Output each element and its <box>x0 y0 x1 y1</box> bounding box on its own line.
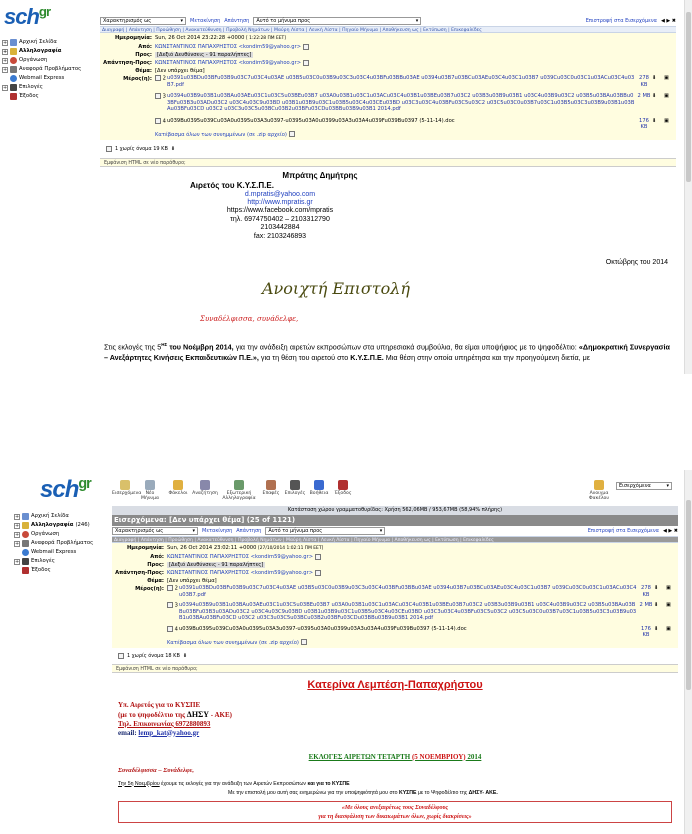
download-icon[interactable]: ⬇ <box>182 652 188 659</box>
expand-icon[interactable]: + <box>15 540 20 547</box>
open-folder-button[interactable]: Ανοιγμα Φακέλου <box>586 480 612 501</box>
scrollbar-thumb[interactable] <box>686 500 691 690</box>
attachment-row: 3 u0394u03B9u03B1u03BAu03AEu03C1u03C5u03BEu03B7 u03A0u03B1u03C1u03ACu03C4u03B1u03BEu03B7u03C2 u03B3u03B9u03B1 u03C4u03B9u03C2 u03B5u03BAu03BBu03BFu03B3u03ADu03C2 u03C4u03C9u03BD u03B1u03B9u03C1u03B5u03C4u03CEu03BD u03C3u03C4u03BFu03C5u03C2 u03C5u03C0u03B7u03C1u03B5u03C3u03B9u03B1u03BAu03BFu03CD u03C2 u03C3u03C5u03BCu03B2u03BFu03CDu03BBu03B9u03B1 2014.pdf 2 MB ⬇ ▣ <box>167 602 678 622</box>
pdf-icon <box>155 93 161 99</box>
home-icon <box>10 39 17 46</box>
nav-arrows[interactable]: ◀ ▶ ✖ <box>662 528 678 534</box>
toolbar-search[interactable]: Αναζήτηση <box>192 480 218 496</box>
save-icon[interactable]: ▣ <box>666 625 671 632</box>
letter-paragraph: Στις εκλογές της $5^{H\Sigma}$ του Νοέμβρη 2014, για την ανάδειξη αιρετών εκπροσώπων στα υπηρεσιακά συμβούλια, θα είμαι υποψήφιος με το ψηφοδέλτιο: «Δημοκρατική Συνεργασία – Ανεξάρτητες Κινήσεις Εκπαιδευτικών Π.Ε.», για τη θέση του αιρετού στο Κ.Υ.Σ.Π.Ε. Μια θέση στην οποία υπηρέτησα και την προηγούμενη διετία, με <box>104 341 670 362</box>
attachment-size: 2 MB <box>639 602 653 608</box>
sch-logo[interactable] <box>40 476 91 504</box>
toolbar-new-message[interactable]: Νέο Μήνυμα <box>137 480 163 501</box>
toolbar-contacts[interactable]: Επαφές <box>258 480 284 496</box>
menu-delete[interactable]: Διαγραφή <box>114 538 137 543</box>
reply-link[interactable]: Απάντηση <box>224 18 250 24</box>
compose-icon <box>145 480 155 490</box>
expand-icon[interactable]: + <box>3 48 8 55</box>
menu-whitelist[interactable]: Λευκή Λίστα <box>320 538 350 543</box>
sidebar-item-mail[interactable]: + Αλληλογραφία <box>3 48 62 55</box>
tools-icon <box>22 558 29 565</box>
attachments-list <box>167 585 678 647</box>
attachments-list <box>155 75 676 139</box>
attachment-link[interactable]: u039Bu0395u039Cu03A0u0395u03A3u0397-u0395u03A0u0399u03A3u03A4u039Fu039Bu0397 (5-11-14).doc <box>179 625 467 632</box>
expand-icon[interactable]: + <box>3 57 8 64</box>
screenshot-top <box>0 0 692 374</box>
menu-whitelist[interactable]: Λευκή Λίστα <box>308 28 338 33</box>
menu-print[interactable]: Εκτύπωση <box>435 538 459 543</box>
from-address[interactable]: ΚΩΝΣΤΑΝΤΙΝΟΣ ΠΑΠΑΧΡΗΣΤΟΣ <kondim59@yahoo.gr> <box>167 554 314 560</box>
gear-icon <box>290 480 300 490</box>
organizer-icon <box>10 57 17 64</box>
sender-name: Μπράτης Δημήτρης <box>282 170 358 180</box>
download-icon[interactable]: ⬇ <box>654 602 659 608</box>
toolbar-inbox[interactable]: Εισερχόμενα <box>112 480 138 496</box>
download-icon[interactable]: ⬇ <box>654 625 659 632</box>
tools-icon <box>10 84 17 91</box>
attachment-link[interactable]: u0391u03BDu03BFu03B9u03C7u03C4u03AE u03B5u03C0u03B9u03C3u03C4u03BFu03BBu03AE u0394u03B7u03BCu03AEu03C4u03C1u03B7 u039Cu03C0u03C1u03ACu03C4u03B7.pdf <box>167 75 635 88</box>
candidate-name: Κατερίνα Λεμπέση-Παπαχρήστου <box>307 678 483 691</box>
toolbar-help[interactable]: Βοήθεια <box>306 480 332 496</box>
to-recipients[interactable]: [Δεξιό Δευθύνσεις - 91 παραλήπτες] <box>169 562 264 568</box>
phone-text: 2103442884 <box>260 224 300 232</box>
sidebar <box>14 512 106 575</box>
doc-icon <box>155 118 161 124</box>
logo-badge: gr <box>38 4 51 19</box>
inbox-icon <box>120 480 130 490</box>
attachment-link[interactable]: u039Bu0395u039Cu03A0u0395u03A3u0397-u0395u03A0u0399u03A3u03A4u039Fu039Bu0397 (5-11-14).doc <box>167 117 455 124</box>
back-to-inbox-link[interactable]: Επιστροφή στα Εισερχόμενα <box>587 528 659 534</box>
menu-reply[interactable]: Απάντηση <box>128 28 152 33</box>
menu-save-as[interactable]: Αποθήκευση ως <box>382 28 419 33</box>
search-icon <box>200 480 210 490</box>
action-row <box>112 526 678 536</box>
toolbar-external-mail[interactable]: Εξωτερική Αλληλογραφία <box>222 480 256 501</box>
move-link[interactable]: Μετακίνηση <box>190 18 221 24</box>
letter-date: Οκτώβρης του 2014 <box>605 258 668 266</box>
menu-redirect[interactable]: Ανακατεύθυνση <box>197 538 234 543</box>
letter-greeting: Συναδέλφισσα, συνάδελφε, <box>200 314 299 323</box>
inline-attachment: 1 χωρίς όνομα 18 KB ⬇ <box>112 648 678 664</box>
pdf-icon <box>167 602 173 608</box>
reply-to-address[interactable]: ΚΩΝΣΤΑΝΤΙΝΟΣ ΠΑΠΑΧΡΗΣΤΟΣ <kondim59@yahoo.gr> <box>155 60 302 66</box>
add-contact-icon[interactable] <box>303 60 309 66</box>
download-icon[interactable]: ⬇ <box>652 75 657 81</box>
folder-select[interactable]: Εισερχόμενα ▾ <box>616 482 672 490</box>
attachment-row: 4 u039Bu0395u039Cu03A0u0395u03A3u0397-u0395u03A0u0399u03A3u03A4u039Fu039Bu0397 (5-11-14).doc 176 KB ⬇ ▣ <box>155 118 676 131</box>
scrollbar-thumb[interactable] <box>686 12 691 182</box>
add-contact-icon[interactable] <box>315 554 321 560</box>
exit-icon <box>338 480 348 490</box>
expand-icon[interactable]: + <box>3 39 8 46</box>
move-link[interactable]: Μετακίνηση <box>202 528 233 534</box>
attachment-size: 278 KB <box>641 585 651 598</box>
file-icon <box>118 653 124 659</box>
exit-icon <box>22 567 29 574</box>
email-link[interactable]: lemp_kat@yahoo.gr <box>138 728 200 737</box>
globe-icon <box>10 75 17 82</box>
menu-save-as[interactable]: Αποθήκευση ως <box>394 538 431 543</box>
attachment-size: 176 KB <box>639 117 649 130</box>
save-icon[interactable]: ▣ <box>664 93 669 99</box>
message-subject: [Δεν υπάρχει θέμα] <box>155 68 205 74</box>
sidebar <box>2 38 94 101</box>
pdf-icon <box>167 585 173 591</box>
home-icon <box>22 513 29 520</box>
logo-text: sch <box>4 4 39 29</box>
nav-arrows[interactable]: ◀ ▶ ✖ <box>660 18 676 24</box>
phone-text: τηλ. 6974750402 – 2103312790 <box>230 215 330 223</box>
chevron-down-icon: ▾ <box>192 528 195 534</box>
motto-box: «Με όλους ανεξαιρέτως τους Συναδέλφους για τη διασφάλιση των δικαιωμάτων όλων, χωρίς διακρίσεις» <box>118 801 672 823</box>
unread-count: (246) <box>75 522 90 528</box>
sch-logo[interactable] <box>4 4 50 30</box>
sender-role: Αιρετός του Κ.Υ.Σ.Π.Ε. <box>190 180 274 190</box>
chevron-down-icon: ▾ <box>180 18 183 24</box>
menu-threads[interactable]: Προβολή Νημάτων <box>238 538 282 543</box>
doc-icon <box>167 626 173 632</box>
menu-forward[interactable]: Προώθηση <box>156 28 181 33</box>
download-all-link[interactable]: Κατέβασμα όλων των συνημμένων (σε .zip αρχείο) <box>167 639 678 647</box>
zip-icon <box>301 639 307 645</box>
sidebar-item-webmail-express[interactable]: Webmail Express <box>2 74 94 83</box>
sidebar-item-mail[interactable]: + Αλληλογραφία (246) <box>15 522 90 529</box>
help-icon <box>314 480 324 490</box>
message-subject: [Δεν υπάρχει θέμα] <box>167 578 217 584</box>
sidebar-item-report[interactable]: + Αναφορά Προβλήματος <box>15 540 94 547</box>
from-address[interactable]: ΚΩΝΣΤΑΝΤΙΝΟΣ ΠΑΠΑΧΡΗΣΤΟΣ <kondim59@yahoo.gr> <box>155 44 302 50</box>
zip-icon <box>289 131 295 137</box>
letter-line-2: Με την επιστολή μου αυτή σας ενημερώνω για την υποψηφιότητά μου στο ΚΥΣΠΕ με το Ψηφοδέλτιο της ΔΗΣΥ- ΑΚΕ. <box>228 789 498 796</box>
exit-icon <box>10 93 17 100</box>
sidebar-item-exit[interactable]: Έξοδος <box>2 92 94 101</box>
folder-icon <box>173 480 183 490</box>
menu-delete[interactable]: Διαγραφή <box>102 28 125 33</box>
attachment-size: 2 MB <box>637 93 651 99</box>
expand-icon[interactable]: + <box>15 531 20 538</box>
letter-line-1: Την 5η Νοεμβρίου έχουμε τις εκλογές για την ανάδειξη των Αιρετών Εκπροσώπων και για το ΚΥΣΠΕ <box>118 780 350 787</box>
sidebar-item-home[interactable]: + Αρχική Σελίδα <box>3 39 57 46</box>
external-mail-icon <box>234 480 244 490</box>
contact-phone: Τηλ. Επικοινωνίας 6972880893 <box>118 719 211 728</box>
menu-headers[interactable]: Επικεφαλίδες <box>463 538 494 543</box>
message-to-select[interactable]: Αυτό το μήνυμα προς ▾ <box>265 527 385 535</box>
screenshot-bottom <box>0 470 692 834</box>
toolbar-folders[interactable]: Φάκελοι <box>165 480 191 496</box>
website-link[interactable]: http://www.mpratis.gr <box>247 198 313 206</box>
bug-icon <box>10 66 17 73</box>
attachment-size: 176 KB <box>641 625 651 638</box>
mark-as-select[interactable]: Χαρακτηρισμός ως ▾ <box>112 527 198 535</box>
sidebar-item-organize[interactable]: + Οργάνωση <box>15 531 60 538</box>
reply-to-address[interactable]: ΚΩΝΣΤΑΝΤΙΝΟΣ ΠΑΠΑΧΡΗΣΤΟΣ <kondim59@yahoo.gr> <box>167 570 314 576</box>
scrollbar[interactable] <box>684 0 692 374</box>
letter-greeting: Συναδέλφισσα – Συνάδελφε, <box>118 766 194 774</box>
sidebar-item-home[interactable]: + Αρχική Σελίδα <box>15 513 69 520</box>
action-row <box>100 16 676 26</box>
message-date: Sun, 26 Oct 2014 23:02:11 +0000 <box>167 545 257 551</box>
message-body <box>112 673 678 834</box>
download-icon[interactable]: ⬇ <box>652 117 657 124</box>
sidebar-item-organize[interactable]: + Οργάνωση <box>3 57 48 64</box>
download-icon[interactable]: ⬇ <box>654 585 659 591</box>
save-icon[interactable]: ▣ <box>666 602 671 608</box>
folder-title: Εισερχόμενα: [Δεν υπάρχει θέμα] (25 of 1121) <box>112 515 678 526</box>
fax-text: fax: 2103246893 <box>253 232 307 240</box>
menu-reply[interactable]: Απάντηση <box>140 538 164 543</box>
attachment-size: 278 KB <box>639 75 649 88</box>
message-menu: Διαγραφή | Απάντηση | Προώθηση | Ανακατεύθυνση | Προβολή Νημάτων | Μαύρη Λίστα | Λευκή Λίστα | Πηγαίο Μήνυμα | Αποθήκευση ως | Εκτύπωση | Επικεφαλίδες <box>112 536 678 543</box>
inline-attachment: 1 χωρίς όνομα 19 KB ⬇ <box>100 140 676 158</box>
attachment-row: 2 u0391u03BDu03BFu03B9u03C7u03C4u03AE u03B5u03C0u03B9u03C3u03C4u03BFu03BBu03AE u0394u03B7u03BCu03AEu03C4u03C1u03B7 u039Cu03C0u03C1u03ACu03C4u03B7.pdf 278 KB ⬇ ▣ <box>155 75 676 88</box>
facebook-text: https://www.facebook.com/mpratis <box>226 207 334 215</box>
toolbar-options[interactable]: Επιλογές <box>282 480 308 496</box>
sidebar-item-options[interactable]: + Επιλογές <box>3 84 43 91</box>
globe-icon <box>22 549 29 556</box>
folder-open-icon <box>594 480 604 490</box>
back-to-inbox-link[interactable]: Επιστροφή στα Εισερχόμενα <box>585 18 657 24</box>
attachment-link[interactable]: u0391u03BDu03BFu03B9u03C7u03C4u03AE u03B5u03C0u03B9u03C3u03C4u03BFu03BBu03AE u0394u03B7u03BCu03AEu03C4u03C1u03B7 u039Cu03C0u03C1u03ACu03C4u03B7.pdf <box>179 585 637 598</box>
candidate-info: Υπ. Αιρετός για το ΚΥΣΠΕ (με το ψηφοδέλτιο της ΔΗΣΥ - ΑΚΕ) Τηλ. Επικοινωνίας 6972880893 email: lemp_kat@yahoo.gr <box>118 700 232 737</box>
message-panel <box>100 16 676 367</box>
chevron-down-icon: ▾ <box>666 483 669 489</box>
contact-block <box>220 191 340 241</box>
save-icon[interactable]: ▣ <box>664 117 669 124</box>
organizer-icon <box>22 531 29 538</box>
message-headers: Ημερομηνία: Sun, 26 Oct 2014 23:02:11 +0000 [27/10/2014 1:02:11 ΠΜ EET] Από: ΚΩΝΣΤΑΝΤΙΝΟΣ ΠΑΠΑΧΡΗΣΤΟΣ <kondim59@yahoo.gr> Προς: [Δεξιό Δευθύνσεις - 91 παραλήπτες] Απάντηση-Προς: ΚΩΝΣΤΑΝΤΙΝΟΣ ΠΑΠΑΧΡΗΣΤΟΣ <kondim59@yahoo.gr> Θέμα: [Δεν υπάρχει θέμα] Μέρος(η): 2 u0391u03BDu03BFu03B9u03C7u03C4u03AE u03B5u03C0u03B9u03C3u03C4u03BFu03BBu03AE u0394u03B7u03BCu03AEu03C4u03C1u03B7 u039Cu03C0u03C1u03ACu03C4u03B7.pdf 278 KB ⬇ ▣ 3 u0394u03B9u03B1u03BAu03AEu03C1u03C5u03BEu03B7 u03A0u03B1u03C1u03ACu03C4u03B1u03BEu03B7u03C2 u03B3u03B9u03B1 u03C4u03B9u03C2 u03B5u03BAu03BBu03BFu03B3u03ADu03C2 u03C4u03C9u03BD u03B1u03B9u03C1u03B5u03C4u03CEu03BD u03C3u03C4u03BFu03C5u03C2 u03C5u03C0u03B7u03C1u03B5u03C3u03B9u03B1u03BAu03BFu03CD u03C2 u03C3u03C5u03BCu03B2u03BFu03CDu03BBu03B9u03B1 2014.pdf 2 MB ⬇ ▣ 4 u039Bu0395u039Cu03A0u0395u03A3u0397-u0395u03A0u0399u03A3u03A4u039Fu039Bu0397 (5-11-14).doc 176 KB ⬇ ▣ Κατέβασμα όλων των συνημμένων (σε .zip αρχείο) <box>112 543 678 648</box>
bug-icon <box>22 540 29 547</box>
message-menu: Διαγραφή | Απάντηση | Προώθηση | Ανακατεύθυνση | Προβολή Νημάτων | Μαύρη Λίστα | Λευκή Λίστα | Πηγαίο Μήνυμα | Αποθήκευση ως | Εκτύπωση | Επικεφαλίδες <box>100 26 676 33</box>
reply-link[interactable]: Απάντηση <box>236 528 262 534</box>
contacts-icon <box>266 480 276 490</box>
attachment-row: 4 u039Bu0395u039Cu03A0u0395u03A3u0397-u0395u03A0u0399u03A3u03A4u039Fu039Bu0397 (5-11-14).doc 176 KB ⬇ ▣ <box>167 626 678 639</box>
menu-headers[interactable]: Επικεφαλίδες <box>451 28 482 33</box>
sidebar-item-exit[interactable]: Έξοδος <box>14 566 106 575</box>
download-icon[interactable]: ⬇ <box>170 145 176 152</box>
download-icon[interactable]: ⬇ <box>652 93 657 99</box>
mail-icon <box>10 48 17 55</box>
attachment-link[interactable]: u0394u03B9u03B1u03BAu03AEu03C1u03C5u03BEu03B7 u03A0u03B1u03C1u03ACu03C4u03B1u03BEu03B7u03C2 u03B3u03B9u03B1 u03C4u03B9u03C2 u03B5u03BAu03BBu03BFu03B3u03ADu03C2 u03C4u03C9u03BD u03B1u03B9u03C1u03B5u03C4u03CEu03BD u03C3u03C4u03BFu03C5u03C2 u03C5u03C0u03B7u03C1u03B5u03C3u03B9u03B1u03BAu03BFu03CD u03C2 u03C3u03C5u03BCu03B2u03BFu03CDu03BBu03B9u03B1 2014.pdf <box>167 93 635 112</box>
html-notice[interactable]: Εμφάνιση HTML σε νέο παράθυρο; <box>100 158 676 167</box>
sidebar-item-options[interactable]: + Επιλογές <box>15 558 55 565</box>
attachment-link[interactable]: u0394u03B9u03B1u03BAu03AEu03C1u03C5u03BEu03B7 u03A0u03B1u03C1u03ACu03C4u03B1u03BEu03B7u03C2 u03B3u03B9u03B1 u03C4u03B9u03C2 u03B5u03BAu03BBu03BFu03B3u03ADu03C2 u03C4u03C9u03BD u03B1u03B9u03C1u03B5u03C4u03CEu03BD u03C3u03C4u03BFu03C5u03C2 u03C5u03C0u03B7u03C1u03B5u03C3u03B9u03B1u03BAu03BFu03CD u03C2 u03C3u03C5u03BCu03B2u03BFu03CDu03BBu03B9u03B1 2014.pdf <box>179 602 637 621</box>
message-to-select[interactable]: Αυτό το μήνυμα προς ▾ <box>253 17 421 25</box>
save-icon[interactable]: ▣ <box>666 585 671 591</box>
letter-heading: Ανοιχτή Επιστολή <box>262 278 411 298</box>
mail-icon <box>22 522 29 529</box>
chevron-down-icon: ▾ <box>415 18 419 24</box>
expand-icon[interactable]: + <box>3 66 8 73</box>
expand-icon[interactable]: + <box>15 513 20 520</box>
message-date: Sun, 26 Oct 2014 23:22:28 +0000 <box>155 35 245 41</box>
expand-icon[interactable]: + <box>3 84 8 91</box>
mark-as-select[interactable]: Χαρακτηρισμός ως ▾ <box>100 17 186 25</box>
file-icon <box>106 146 112 152</box>
expand-icon[interactable]: + <box>15 522 20 529</box>
add-contact-icon[interactable] <box>315 570 321 576</box>
pdf-icon <box>155 75 161 81</box>
scrollbar[interactable] <box>684 470 692 834</box>
menu-blacklist[interactable]: Μαύρη Λίστα <box>274 28 305 33</box>
sidebar-item-report[interactable]: + Αναφορά Προβλήματος <box>3 66 82 73</box>
logo-badge: gr <box>78 476 91 492</box>
menu-threads[interactable]: Προβολή Νημάτων <box>226 28 270 33</box>
menu-redirect[interactable]: Ανακατεύθυνση <box>185 28 222 33</box>
main-toolbar <box>112 480 362 502</box>
download-all-link[interactable]: Κατέβασμα όλων των συνημμένων (σε .zip αρχείο) <box>155 131 676 139</box>
save-icon[interactable]: ▣ <box>664 75 669 81</box>
quota-bar: Κατάσταση χώρου γραμματοθυρίδας: Χρήση 562,06MB / 953,67MB (58,94% πλήρης) <box>112 506 678 515</box>
html-notice[interactable]: Εμφάνιση HTML σε νέο παράθυρο; <box>112 664 678 673</box>
sidebar-item-webmail-express[interactable]: Webmail Express <box>14 548 106 557</box>
menu-source[interactable]: Πηγαίο Μήνυμα <box>342 28 379 33</box>
chevron-down-icon: ▾ <box>379 528 383 534</box>
menu-source[interactable]: Πηγαίο Μήνυμα <box>354 538 391 543</box>
add-contact-icon[interactable] <box>303 44 309 50</box>
attachment-row: 2 u0391u03BDu03BFu03B9u03C7u03C4u03AE u03B5u03C0u03B9u03C3u03C4u03BFu03BBu03AE u0394u03B7u03BCu03AEu03C4u03C1u03B7 u039Cu03C0u03C1u03ACu03C4u03B7.pdf 278 KB ⬇ ▣ <box>167 585 678 598</box>
menu-forward[interactable]: Προώθηση <box>168 538 193 543</box>
menu-print[interactable]: Εκτύπωση <box>423 28 447 33</box>
message-panel <box>112 506 678 834</box>
message-body <box>100 167 676 367</box>
to-recipients[interactable]: [Δεξιό Δευθύνσεις - 91 παραλήπτες] <box>157 52 252 58</box>
logo-text: sch <box>40 476 79 503</box>
attachment-row: 3 u0394u03B9u03B1u03BAu03AEu03C1u03C5u03BEu03B7 u03A0u03B1u03C1u03ACu03C4u03B1u03BEu03B7u03C2 u03B3u03B9u03B1 u03C4u03B9u03C2 u03B5u03BAu03BBu03BFu03B3u03ADu03C2 u03C4u03C9u03BD u03B1u03B9u03C1u03B5u03C4u03CEu03BD u03C3u03C4u03BFu03C5u03C2 u03C5u03C0u03B7u03C1u03B5u03C3u03B9u03B1u03BAu03BFu03CD u03C2 u03C3u03C5u03BCu03B2u03BFu03CDu03BBu03B9u03B1 2014.pdf 2 MB ⬇ ▣ <box>155 93 676 113</box>
toolbar-exit[interactable]: Έξοδος <box>330 480 356 496</box>
elections-heading: ΕΚΛΟΓΕΣ ΑΙΡΕΤΩΝ ΤΕΤΑΡΤΗ (5 ΝΟΕΜΒΡΙΟΥ) 2014 <box>308 752 482 761</box>
email-link[interactable]: d.mpratis@yahoo.com <box>244 190 316 198</box>
expand-icon[interactable]: + <box>15 558 20 565</box>
message-headers: Ημερομηνία: Sun, 26 Oct 2014 23:22:28 +0000 [ 1:22:28 ΠΜ EET] Από: ΚΩΝΣΤΑΝΤΙΝΟΣ ΠΑΠΑΧΡΗΣΤΟΣ <kondim59@yahoo.gr> Προς: [Δεξιό Δευθύνσεις - 91 παραλήπτες] Απάντηση-Προς: ΚΩΝΣΤΑΝΤΙΝΟΣ ΠΑΠΑΧΡΗΣΤΟΣ <kondim59@yahoo.gr> Θέμα: [Δεν υπάρχει θέμα] Μέρος(η): 2 u0391u03BDu03BFu03B9u03C7u03C4u03AE u03B5u03C0u03B9u03C3u03C4u03BFu03BBu03AE u0394u03B7u03BCu03AEu03C4u03C1u03B7 u039Cu03C0u03C1u03ACu03C4u03B7.pdf 278 KB ⬇ ▣ 3 u0394u03B9u03B1u03BAu03AEu03C1u03C5u03BEu03B7 u03A0u03B1u03C1u03ACu03C4u03B1u03BEu03B7u03C2 u03B3u03B9u03B1 u03C4u03B9u03C2 u03B5u03BAu03BBu03BFu03B3u03ADu03C2 u03C4u03C9u03BD u03B1u03B9u03C1u03B5u03C4u03CEu03BD u03C3u03C4u03BFu03C5u03C2 u03C5u03C0u03B7u03C1u03B5u03C3u03B9u03B1u03BAu03BFu03CD u03C2 u03C3u03C5u03BCu03B2u03BFu03CDu03BBu03B9u03B1 2014.pdf 2 MB ⬇ ▣ 4 u039Bu0395u039Cu03A0u0395u03A3u0397-u0395u03A0u0399u03A3u03A4u039Fu039Bu0397 (5-11-14).doc 176 KB ⬇ ▣ Κατέβασμα όλων των συνημμένων (σε .zip αρχείο) <box>100 33 676 140</box>
menu-blacklist[interactable]: Μαύρη Λίστα <box>286 538 317 543</box>
